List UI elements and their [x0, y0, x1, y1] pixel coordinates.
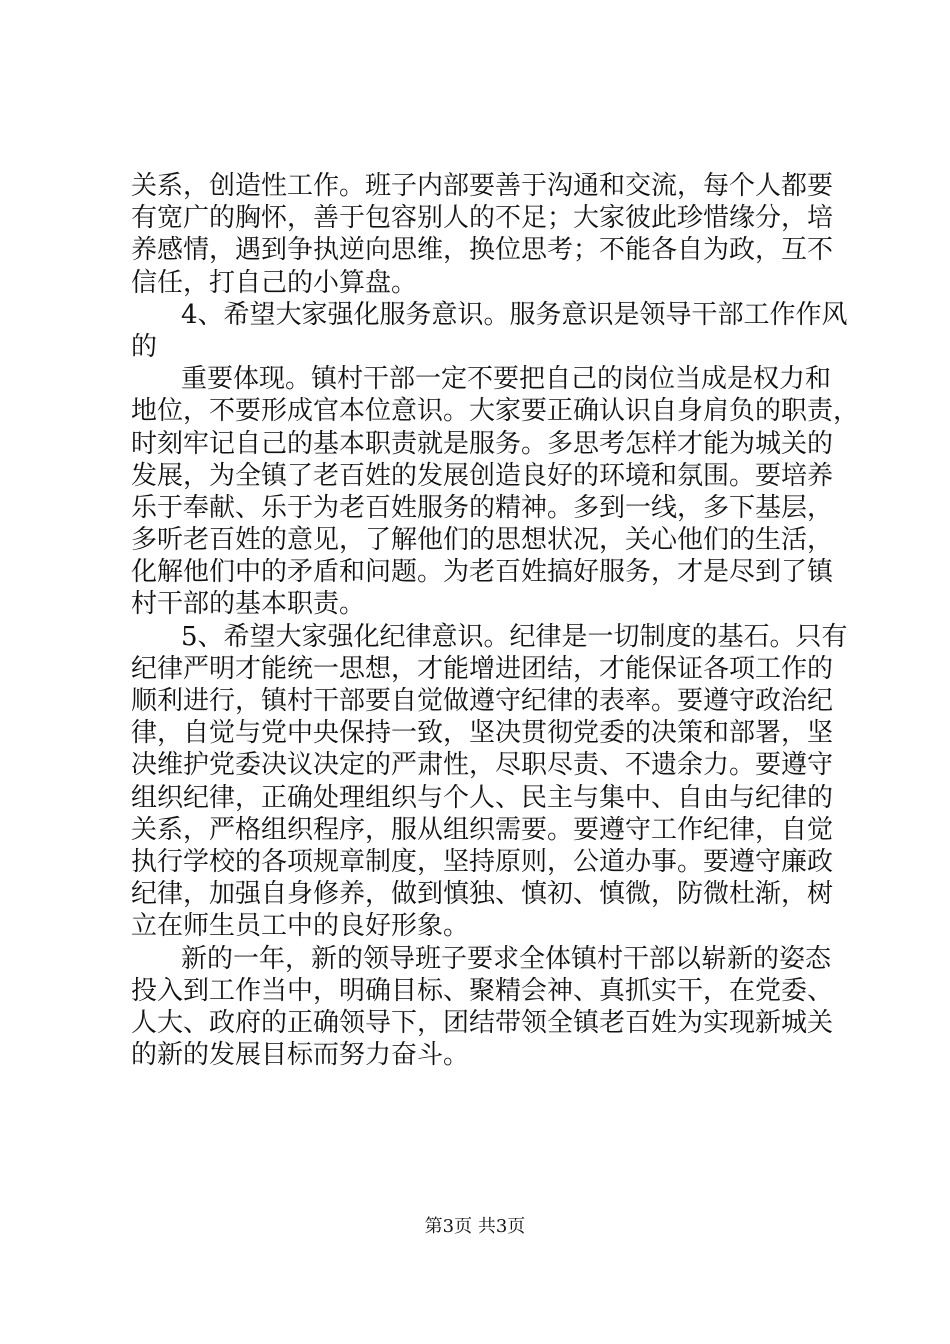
text-line: 乐于奉献、乐于为老百姓服务的精神。多到一线，多下基层，: [131, 492, 834, 523]
paragraph-2: [131, 299, 848, 363]
text-line: 纪律，加强自身修养，做到慎独、慎初、慎微，防微杜渐，树: [131, 879, 834, 910]
paragraph-1: [131, 170, 834, 299]
text-line: 养感情，遇到争执逆向思维，换位思考；不能各自为政，互不: [131, 235, 834, 266]
text-line: 重要体现。镇村干部一定不要把自己的岗位当成是权力和: [181, 364, 832, 395]
text-line: 的新的发展目标而努力奋斗。: [131, 1040, 470, 1071]
page-footer: 第3页 共3页: [424, 1216, 526, 1237]
document-body: [131, 170, 860, 1071]
paragraph-5: [131, 943, 834, 1072]
text-line: 的: [131, 331, 158, 362]
text-line: 关系，创造性工作。班子内部要善于沟通和交流，每个人都要: [131, 171, 834, 201]
paragraph-4: [131, 621, 848, 943]
text-line: 律，自觉与党中央保持一致，坚决贯彻党委的决策和部署，坚: [131, 718, 834, 749]
text-line: 5、希望大家强化纪律意识。纪律是一切制度的基石。只有: [181, 621, 848, 652]
text-line: 时刻牢记自己的基本职责就是服务。多思考怎样才能为城关的: [131, 428, 834, 459]
text-line: 决维护党委决议决定的严肃性，尽职尽责、不遗余力。要遵守: [131, 750, 834, 781]
text-line: 有宽广的胸怀，善于包容别人的不足；大家彼此珍惜缘分，培: [131, 203, 834, 234]
text-line: 化解他们中的矛盾和问题。为老百姓搞好服务，才是尽到了镇: [131, 557, 834, 588]
text-line: 新的一年，新的领导班子要求全体镇村干部以崭新的姿态: [181, 943, 832, 974]
text-line: 顺利进行，镇村干部要自觉做遵守纪律的表率。要遵守政治纪: [131, 686, 834, 716]
text-line: 村干部的基本职责。: [131, 589, 366, 620]
text-line: 执行学校的各项规章制度，坚持原则，公道办事。要遵守廉政: [131, 846, 834, 877]
text-line: 发展，为全镇了老百姓的发展创造良好的环境和氛围。要培养: [131, 460, 834, 491]
text-line: 4、希望大家强化服务意识。服务意识是领导干部工作作风: [181, 299, 848, 330]
text-line: 多听老百姓的意见，了解他们的思想状况，关心他们的生活，: [131, 525, 834, 556]
text-line: 组织纪律，正确处理组织与个人、民主与集中、自由与纪律的: [131, 782, 834, 813]
text-line: 关系，严格组织程序，服从组织需要。要遵守工作纪律，自觉: [131, 814, 834, 845]
text-line: 人大、政府的正确领导下，团结带领全镇老百姓为实现新城关: [131, 1007, 834, 1038]
text-line: 投入到工作当中，明确目标、聚精会神、真抓实干，在党委、: [131, 975, 834, 1006]
text-line: 信任，打自己的小算盘。: [131, 267, 418, 298]
text-line: 纪律严明才能统一思想，才能增进团结，才能保证各项工作的: [131, 653, 834, 684]
text-line: 地位，不要形成官本位意识。大家要正确认识自身肩负的职责，: [131, 396, 860, 427]
text-line: 立在师生员工中的良好形象。: [131, 911, 470, 942]
paragraph-3: [131, 363, 860, 621]
